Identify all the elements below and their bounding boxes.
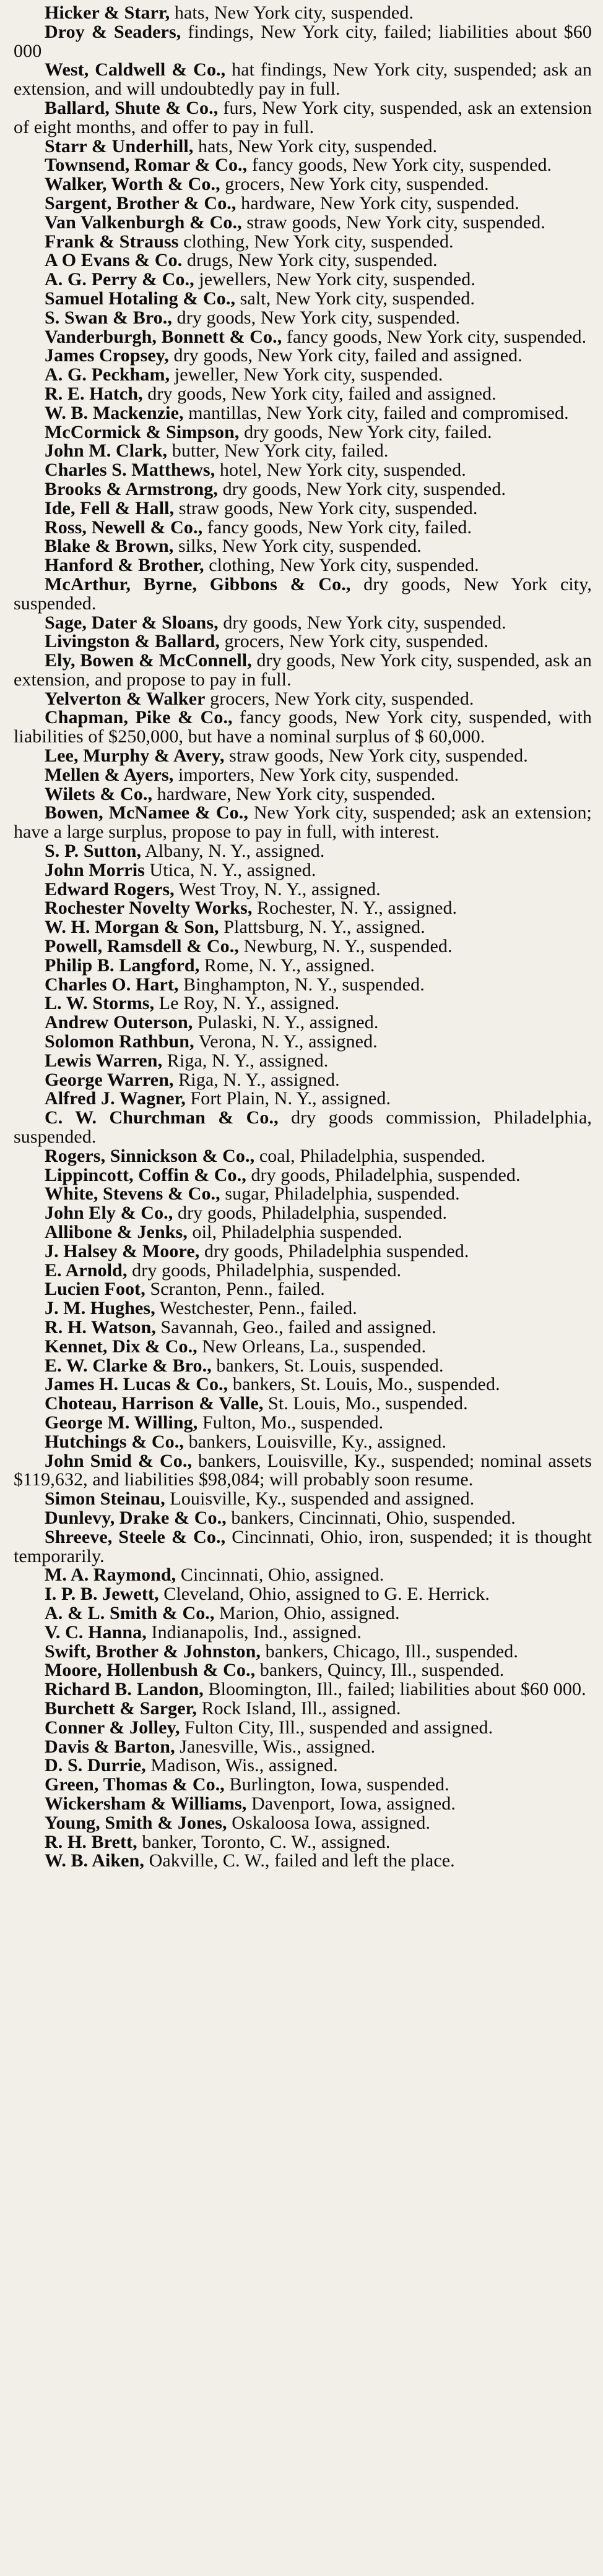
firm-name: James H. Lucas & Co., — [45, 1374, 228, 1395]
failure-entry — [14, 1013, 592, 1033]
entry-details: sugar, Philadelphia, suspended. — [220, 1183, 460, 1204]
firm-name: Edward Rogers, — [45, 878, 175, 899]
failure-entry — [14, 233, 592, 252]
entry-details: Rochester, N. Y., assigned. — [252, 898, 458, 919]
firm-name: W. B. Aiken, — [45, 1850, 144, 1871]
failure-entry — [14, 1394, 592, 1414]
entry-details: West Troy, N. Y., assigned. — [174, 878, 381, 899]
entry-details: clothing, New York city, suspended. — [204, 555, 479, 576]
firm-name: Charles O. Hart, — [45, 974, 179, 995]
entry-details: Davenport, Iowa, assigned. — [246, 1793, 456, 1814]
firm-name: Choteau, Harrison & Valle, — [45, 1393, 264, 1414]
failure-entry — [14, 1299, 592, 1318]
entry-details: Rome, N. Y., assigned. — [199, 955, 375, 976]
entry-details: Pulaski, N. Y., assigned. — [193, 1012, 379, 1033]
entry-details: Indianapolis, Ind., assigned. — [146, 1621, 362, 1642]
firm-name: Lippincott, Coffin & Co., — [45, 1164, 246, 1185]
failure-entry — [14, 1661, 592, 1680]
entry-details: dry goods, New York city, failed and assigned. — [142, 383, 497, 404]
entry-details: Oakville, C. W., failed and left the place. — [144, 1850, 455, 1871]
failure-entry — [14, 1280, 592, 1299]
firm-name: Alfred J. Wagner, — [45, 1088, 186, 1109]
firm-name: Dunlevy, Drake & Co., — [45, 1507, 227, 1528]
firm-name: Mellen & Ayers, — [45, 764, 174, 785]
entry-details: Fulton, Mo., suspended. — [197, 1412, 384, 1433]
failure-entry — [14, 994, 592, 1013]
failure-entry — [14, 346, 592, 366]
firm-name: Samuel Hotaling & Co., — [45, 288, 236, 309]
entry-details: straw goods, New York city, suspended. — [241, 212, 545, 233]
firm-name: S. P. Sutton, — [45, 841, 142, 862]
failure-entry — [14, 785, 592, 804]
entry-details: dry goods, New York city, suspended. — [218, 612, 506, 633]
failure-entry — [14, 1109, 592, 1147]
failure-entry — [14, 1775, 592, 1795]
failure-entry — [14, 899, 592, 918]
failure-entry — [14, 918, 592, 937]
firm-name: Hanford & Brother, — [45, 555, 204, 576]
entry-details: Fort Plain, N. Y., assigned. — [185, 1088, 391, 1109]
firm-name: A. G. Perry & Co., — [45, 269, 194, 290]
firm-name: Blake & Brown, — [45, 536, 174, 557]
failure-entry — [14, 23, 592, 61]
firm-name: E. Arnold, — [45, 1260, 128, 1281]
failure-entry — [14, 861, 592, 880]
entry-details: Riga, N. Y., assigned. — [162, 1050, 329, 1071]
failure-entry — [14, 251, 592, 270]
failure-entry — [14, 956, 592, 976]
firm-name: A. G. Peckham, — [45, 364, 170, 385]
entry-details: dry goods, Philadelphia suspended. — [199, 1240, 469, 1261]
entry-details: bankers, Chicago, Ill., suspended. — [261, 1641, 518, 1662]
entry-details: Verona, N. Y., assigned. — [194, 1031, 378, 1052]
entry-details: salt, New York city, suspended. — [235, 288, 475, 309]
failure-entry — [14, 137, 592, 157]
firm-name: Rogers, Sinnickson & Co., — [45, 1145, 255, 1166]
firm-name: A. & L. Smith & Co., — [45, 1602, 215, 1623]
entry-details: Savannah, Geo., failed and assigned. — [155, 1316, 436, 1337]
firm-name: Charles S. Matthews, — [45, 460, 215, 481]
failure-entry — [14, 1623, 592, 1642]
failure-entry — [14, 480, 592, 499]
entry-details: dry goods, New York city, suspended. — [217, 478, 506, 499]
failure-entry — [14, 1756, 592, 1775]
firm-name: Burchett & Sarger, — [45, 1698, 197, 1719]
firm-name: Vanderburgh, Bonnett & Co., — [45, 326, 282, 347]
firm-name: Rochester Novelty Works, — [45, 898, 253, 919]
firm-name: L. W. Storms, — [45, 993, 155, 1014]
entry-details: Plattsburg, N. Y., assigned. — [219, 917, 425, 938]
firm-name: Frank & Strauss — [45, 231, 179, 252]
failure-entry — [14, 632, 592, 651]
firm-name: Philip B. Langford, — [45, 955, 200, 976]
failure-entry — [14, 1490, 592, 1509]
failure-entry — [14, 270, 592, 290]
failure-entry — [14, 1357, 592, 1376]
failure-entry — [14, 1433, 592, 1452]
firm-name: Simon Steinau, — [45, 1488, 165, 1509]
failure-entry — [14, 1414, 592, 1433]
firm-name: Starr & Underhill, — [45, 135, 194, 157]
firm-name: V. C. Hanna, — [45, 1621, 147, 1642]
firm-name: Hutchings & Co., — [45, 1431, 184, 1452]
failure-entry — [14, 4, 592, 23]
firm-name: White, Stevens & Co., — [45, 1183, 220, 1204]
entry-details: jeweller, New York city, suspended. — [170, 364, 443, 385]
entry-details: silks, New York city, suspended. — [173, 536, 422, 557]
entry-details: dry goods commission, Philadelphia, suspended. — [14, 1107, 592, 1148]
entry-details: hardware, New York city, suspended. — [152, 783, 436, 804]
entry-details: bankers, Quincy, Ill., suspended. — [255, 1660, 505, 1681]
firm-name: Allibone & Jenks, — [45, 1222, 188, 1242]
entry-details: bankers, St. Louis, Mo., suspended. — [228, 1374, 500, 1395]
entry-details: Cincinnati, Ohio, iron, suspended; it is thought temporarily. — [14, 1526, 592, 1566]
entry-details: dry goods, New York city, failed and assigned. — [168, 345, 523, 366]
firm-name: Bowen, McNamee & Co., — [45, 802, 248, 823]
entry-details: Rock Island, Ill., assigned. — [196, 1698, 401, 1719]
firm-name: Chapman, Pike & Co., — [45, 707, 233, 728]
entry-details: bankers, Louisville, Ky., assigned. — [183, 1431, 447, 1452]
failure-entry — [14, 1089, 592, 1109]
failure-entry — [14, 1185, 592, 1204]
firm-name: Swift, Brother & Johnston, — [45, 1641, 261, 1662]
entry-details: Binghampton, N. Y., suspended. — [178, 974, 425, 995]
entry-details: Albany, N. Y., assigned. — [141, 841, 325, 862]
entry-details: Cleveland, Ohio, assigned to G. E. Herrick. — [158, 1584, 490, 1605]
firm-name: Sage, Dater & Sloans, — [45, 612, 219, 633]
entry-details: New York city, suspended; ask an extension; have a large surplus, propose to pay in full, with interest. — [14, 802, 592, 843]
entry-details: findings, New York city, failed; liabilities about $60 000 — [14, 21, 592, 61]
failure-entry — [14, 309, 592, 328]
firm-name: J. Halsey & Moore, — [45, 1240, 200, 1261]
failure-entry — [14, 1585, 592, 1604]
failure-entry — [14, 1452, 592, 1490]
firm-name: Wickersham & Williams, — [45, 1793, 247, 1814]
failure-entry — [14, 1814, 592, 1833]
entry-details: Fulton City, Ill., suspended and assigned. — [180, 1717, 493, 1738]
failure-entry — [14, 1528, 592, 1566]
failure-entry — [14, 1680, 592, 1699]
failure-entry — [14, 499, 592, 518]
failure-entry — [14, 290, 592, 309]
firm-name: Lucien Foot, — [45, 1279, 145, 1300]
entry-details: hats, New York city, suspended. — [193, 135, 438, 157]
firm-name: Hicker & Starr, — [45, 2, 170, 23]
entry-details: drugs, New York city, suspended. — [182, 250, 438, 271]
entry-details: Janesville, Wis., assigned. — [175, 1736, 376, 1757]
firm-name: Walker, Worth & Co., — [45, 174, 220, 195]
failure-entry — [14, 1699, 592, 1719]
firm-name: S. Swan & Bro., — [45, 307, 172, 328]
entry-details: bankers, Cincinnati, Ohio, suspended. — [226, 1507, 516, 1528]
failure-entry — [14, 1852, 592, 1871]
failure-entry — [14, 1719, 592, 1738]
firm-name: Solomon Rathbun, — [45, 1031, 194, 1052]
failure-entry — [14, 404, 592, 423]
failure-entry — [14, 1052, 592, 1071]
entry-details: Louisville, Ky., suspended and assigned. — [165, 1488, 475, 1509]
entry-details: Madison, Wis., assigned. — [145, 1755, 338, 1776]
entry-details: grocers, New York city, suspended. — [220, 174, 489, 195]
failure-entry — [14, 213, 592, 233]
entry-details: bankers, Louisville, Ky., suspended; nominal assets $119,632, and liabilities $98,084; will probably soon resume. — [14, 1450, 592, 1490]
failure-entry — [14, 1604, 592, 1623]
entry-details: clothing, New York city, suspended. — [178, 231, 454, 252]
entry-details: fancy goods, New York city, suspended, with liabilities of $250,000, but have a nominal surplus of $ 60,000. — [14, 707, 592, 747]
entry-details: Scranton, Penn., failed. — [145, 1279, 325, 1300]
firm-name: C. W. Churchman & Co., — [45, 1107, 279, 1128]
firm-name: John Morris — [45, 859, 145, 880]
firm-name: Young, Smith & Jones, — [45, 1812, 227, 1833]
entry-details: dry goods, Philadelphia, suspended. — [173, 1203, 448, 1224]
firm-name: Van Valkenburgh & Co., — [45, 212, 242, 233]
entry-details: New Orleans, La., suspended. — [197, 1336, 427, 1357]
failure-entry — [14, 747, 592, 766]
entry-details: fancy goods, New York city, suspended. — [282, 326, 587, 347]
firm-name: R. H. Watson, — [45, 1316, 156, 1337]
entry-details: coal, Philadelphia, suspended. — [254, 1145, 486, 1166]
failure-entry — [14, 1795, 592, 1814]
firm-name: McCormick & Simpson, — [45, 421, 240, 442]
failure-entry — [14, 1738, 592, 1757]
firm-name: Wilets & Co., — [45, 783, 153, 804]
entry-details: Marion, Ohio, assigned. — [214, 1602, 400, 1623]
failure-entry — [14, 651, 592, 690]
firm-name: Livingston & Ballard, — [45, 631, 220, 652]
entry-details: Newburg, N. Y., suspended. — [238, 936, 453, 957]
firm-name: John Smid & Co., — [45, 1450, 193, 1471]
failure-entry — [14, 442, 592, 461]
firm-name: E. W. Clarke & Bro., — [45, 1355, 212, 1376]
firm-name: James Cropsey, — [45, 345, 169, 366]
failure-entry — [14, 1242, 592, 1261]
firm-name: John Ely & Co., — [45, 1203, 173, 1224]
firm-name: John M. Clark, — [45, 440, 168, 462]
entry-details: straw goods, New York city, suspended. — [224, 745, 528, 766]
entry-details: grocers, New York city, suspended. — [205, 688, 474, 709]
entry-details: dry goods, New York city, suspended, ask an extension, and propose to pay in full. — [14, 650, 592, 690]
firm-name: Powell, Ramsdell & Co., — [45, 936, 239, 957]
entry-details: Cincinnati, Ohio, assigned. — [176, 1565, 384, 1586]
firm-name: J. M. Hughes, — [45, 1298, 155, 1319]
entry-details: dry goods, Philadelphia, suspended. — [127, 1260, 402, 1281]
entry-details: grocers, New York city, suspended. — [219, 631, 488, 652]
firm-name: Ross, Newell & Co., — [45, 517, 203, 538]
entry-details: Le Roy, N. Y., assigned. — [154, 993, 340, 1014]
failure-entry — [14, 556, 592, 575]
failure-entry — [14, 880, 592, 899]
entry-details: dry goods, Philadelphia, suspended. — [246, 1164, 521, 1185]
entry-details: Riga, N. Y., assigned. — [173, 1069, 340, 1090]
firm-name: Yelverton & Walker — [45, 688, 206, 709]
failure-entry — [14, 937, 592, 956]
entry-details: hats, New York city, suspended. — [170, 2, 414, 23]
failure-entry — [14, 708, 592, 747]
failure-entry — [14, 461, 592, 480]
entry-details: Westchester, Penn., failed. — [155, 1298, 357, 1319]
failure-entry — [14, 1223, 592, 1242]
failure-entry — [14, 518, 592, 538]
firm-name: Richard B. Landon, — [45, 1679, 204, 1700]
firm-name: George Warren, — [45, 1069, 174, 1090]
failure-entry — [14, 366, 592, 385]
failure-entry — [14, 385, 592, 404]
failure-entry — [14, 61, 592, 99]
firm-name: R. H. Brett, — [45, 1831, 137, 1852]
firm-name: A O Evans & Co. — [45, 250, 183, 271]
failure-entry — [14, 1033, 592, 1052]
entry-details: banker, Toronto, C. W., assigned. — [137, 1831, 391, 1852]
failure-entry — [14, 804, 592, 842]
entry-details: Bloomington, Ill., failed; liabilities about $60 000. — [203, 1679, 586, 1700]
failure-entry — [14, 1509, 592, 1528]
firm-name: Green, Thomas & Co., — [45, 1774, 225, 1795]
failure-entry — [14, 690, 592, 709]
failure-entry — [14, 842, 592, 861]
firm-name: McArthur, Byrne, Gibbons & Co., — [45, 573, 351, 595]
firm-name: Townsend, Romar & Co., — [45, 155, 248, 176]
entry-details: straw goods, New York city, suspended. — [174, 497, 478, 518]
entry-details: butter, New York city, failed. — [167, 440, 389, 462]
failure-entry — [14, 99, 592, 137]
entry-details: Oskaloosa Iowa, assigned. — [227, 1812, 431, 1833]
entry-details: hardware, New York city, suspended. — [236, 192, 519, 213]
firm-name: Conner & Jolley, — [45, 1717, 180, 1738]
failure-entry — [14, 766, 592, 785]
failure-entry — [14, 1642, 592, 1662]
firm-name: West, Caldwell & Co., — [45, 59, 226, 80]
firm-name: Kennet, Dix & Co., — [45, 1336, 197, 1357]
failure-entry — [14, 156, 592, 175]
entry-details: jewellers, New York city, suspended. — [194, 269, 475, 290]
entry-details: hat findings, New York city, suspended; ask an extension, and will undoubtedly pay in full. — [14, 59, 592, 100]
failure-entry — [14, 1166, 592, 1185]
failure-entry — [14, 423, 592, 442]
failure-entry — [14, 1566, 592, 1585]
failure-entry — [14, 1147, 592, 1166]
failure-entry — [14, 614, 592, 633]
firm-name: Lewis Warren, — [45, 1050, 163, 1071]
firm-name: George M. Willing, — [45, 1412, 198, 1433]
firm-name: I. P. B. Jewett, — [45, 1584, 159, 1605]
failure-entry — [14, 1337, 592, 1357]
entry-details: furs, New York city, suspended, ask an extension of eight months, and offer to pay in full. — [14, 97, 592, 137]
firm-name: R. E. Hatch, — [45, 383, 143, 404]
failure-entry — [14, 575, 592, 614]
failure-entry — [14, 175, 592, 194]
failure-entry — [14, 537, 592, 556]
failure-entry — [14, 1375, 592, 1394]
failure-entry — [14, 1204, 592, 1223]
entry-details: Utica, N. Y., assigned. — [144, 859, 316, 880]
entry-details: Burlington, Iowa, suspended. — [224, 1774, 449, 1795]
firm-name: Ide, Fell & Hall, — [45, 497, 175, 518]
entry-details: dry goods, New York city, suspended. — [172, 307, 461, 328]
failure-entry — [14, 1833, 592, 1852]
entry-details: dry goods, New York city, failed. — [239, 421, 492, 442]
entry-details: dry goods, New York city, suspended. — [14, 573, 592, 614]
failure-entry — [14, 1318, 592, 1337]
failure-entry — [14, 194, 592, 213]
firm-name: W. B. Mackenzie, — [45, 402, 184, 423]
firm-name: Ely, Bowen & McConnell, — [45, 650, 252, 671]
firm-name: D. S. Durrie, — [45, 1755, 146, 1776]
entry-details: fancy goods, New York city, suspended. — [247, 155, 552, 176]
entry-details: oil, Philadelphia suspended. — [187, 1222, 402, 1242]
firm-name: Andrew Outerson, — [45, 1012, 193, 1033]
failure-entry — [14, 976, 592, 995]
firm-name: Brooks & Armstrong, — [45, 478, 218, 499]
failure-entry — [14, 1261, 592, 1281]
firm-name: Ballard, Shute & Co., — [45, 97, 219, 118]
failure-entry — [14, 328, 592, 347]
entry-details: fancy goods, New York city, failed. — [202, 517, 472, 538]
firm-name: Droy & Seaders, — [45, 21, 181, 42]
firm-name: M. A. Raymond, — [45, 1565, 176, 1586]
firm-name: Davis & Barton, — [45, 1736, 175, 1757]
entry-details: St. Louis, Mo., suspended. — [263, 1393, 468, 1414]
firm-name: Moore, Hollenbush & Co., — [45, 1660, 256, 1681]
firm-name: Sargent, Brother & Co., — [45, 192, 236, 213]
firm-name: Lee, Murphy & Avery, — [45, 745, 225, 766]
firm-name: W. H. Morgan & Son, — [45, 917, 219, 938]
entry-details: mantillas, New York city, failed and compromised. — [183, 402, 569, 423]
entry-details: importers, New York city, suspended. — [173, 764, 459, 785]
failure-entry — [14, 1071, 592, 1090]
firm-name: Shreeve, Steele & Co., — [45, 1526, 226, 1547]
entry-details: bankers, St. Louis, suspended. — [211, 1355, 444, 1376]
entry-details: hotel, New York city, suspended. — [215, 460, 466, 481]
